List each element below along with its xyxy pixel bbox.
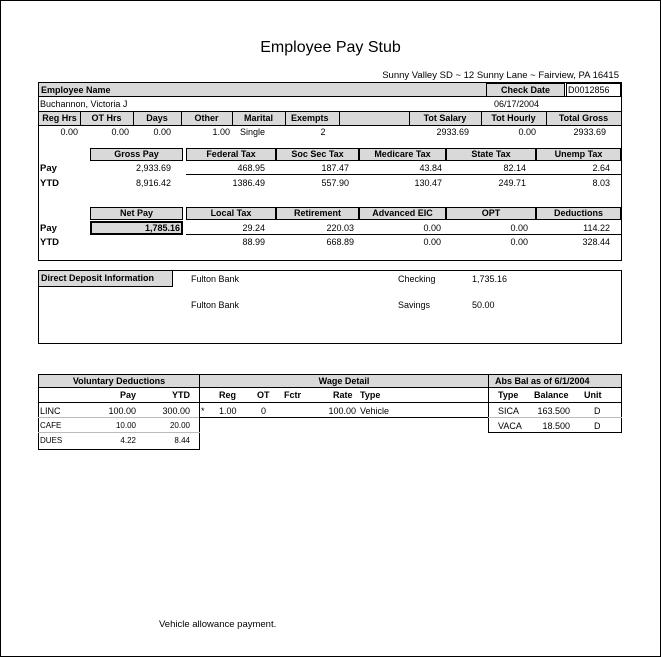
divider — [38, 402, 200, 403]
divider — [39, 96, 566, 97]
wage-type-header: Type — [360, 390, 381, 400]
abs-balance-2: 18.500 — [542, 421, 570, 431]
divider — [186, 174, 621, 175]
deductions-ytd: 328.44 — [582, 237, 610, 247]
medicare-tax-value: 43.84 — [419, 163, 442, 173]
reg-hrs-value: 0.00 — [60, 127, 78, 137]
marital-header: Marital — [243, 113, 273, 123]
retirement-header: Retirement — [276, 207, 359, 220]
vol-ytd-3: 8.44 — [174, 436, 190, 445]
wage-reg-value: 1.00 — [219, 406, 237, 416]
opt-ytd: 0.00 — [510, 237, 528, 247]
vol-pay-3: 4.22 — [120, 436, 136, 445]
state-tax-ytd: 249.71 — [498, 178, 526, 188]
abs-type-header: Type — [498, 390, 519, 400]
divider — [488, 417, 622, 418]
unemp-tax-value: 2.64 — [592, 163, 610, 173]
medicare-tax-ytd: 130.47 — [414, 178, 442, 188]
deposit-amount-1: 1,735.16 — [472, 274, 508, 284]
page-title: Employee Pay Stub — [260, 39, 401, 56]
tot-hourly-value: 0.00 — [518, 127, 536, 137]
district-address: Sunny Valley SD ~ 12 Sunny Lane ~ Fairview, PA 16415 — [382, 70, 619, 81]
deductions-header: Deductions — [536, 207, 621, 220]
gross-pay-value: 2,933.69 — [135, 163, 171, 173]
wage-type-value: Vehicle — [360, 406, 390, 416]
abs-balance-header: Balance — [534, 390, 569, 400]
vol-pay-2: 10.00 — [115, 421, 136, 430]
vol-name-1: LINC — [40, 406, 61, 416]
gross-pay-ytd: 8,916.42 — [135, 178, 171, 188]
wage-detail-title: Wage Detail — [199, 374, 489, 388]
vol-name-2: CAFE — [40, 421, 62, 430]
federal-tax-ytd: 1386.49 — [232, 178, 265, 188]
exempts-header: Exempts — [291, 113, 329, 123]
deposit-type-1: Checking — [398, 274, 436, 284]
abs-unit-header: Unit — [584, 390, 602, 400]
federal-tax-header: Federal Tax — [186, 148, 276, 161]
employee-name: Buchannon, Victoria J — [40, 99, 128, 109]
advanced-eic-value: 0.00 — [423, 223, 441, 233]
total-gross-value: 2933.69 — [573, 127, 606, 137]
medicare-tax-header: Medicare Tax — [359, 148, 446, 161]
ytd-label: YTD — [40, 178, 59, 189]
vol-name-3: DUES — [40, 436, 63, 445]
wage-rate-header: Rate — [333, 390, 353, 400]
state-tax-header: State Tax — [446, 148, 536, 161]
state-tax-value: 82.14 — [503, 163, 526, 173]
abs-unit-1: D — [594, 406, 601, 416]
net-pay-value: 1,785.16 — [144, 223, 180, 233]
deductions-value: 114.22 — [583, 223, 610, 233]
voluntary-deductions-title: Voluntary Deductions — [38, 374, 200, 388]
pay-label: Pay — [40, 163, 57, 174]
days-value: 0.00 — [153, 127, 171, 137]
advanced-eic-header: Advanced EIC — [359, 207, 446, 220]
net-pay-header: Net Pay — [90, 207, 183, 220]
ytd-label: YTD — [40, 237, 59, 248]
tot-salary-value: 2933.69 — [436, 127, 469, 137]
deposit-bank-2: Fulton Bank — [191, 300, 240, 310]
direct-deposit-label: Direct Deposit Information — [41, 273, 155, 283]
local-tax-value: 29.24 — [242, 223, 265, 233]
pay-label: Pay — [40, 223, 57, 234]
other-header: Other — [194, 113, 219, 123]
check-date: 06/17/2004 — [494, 99, 540, 109]
divider — [38, 417, 200, 418]
divider — [488, 402, 622, 403]
vol-pay-header: Pay — [119, 390, 136, 400]
unemp-tax-ytd: 8.03 — [592, 178, 610, 188]
divider — [186, 234, 621, 235]
deposit-bank-1: Fulton Bank — [191, 274, 240, 284]
divider — [38, 432, 200, 433]
deposit-amount-2: 50.00 — [472, 300, 495, 310]
vol-ytd-2: 20.00 — [169, 421, 190, 430]
abs-balance-1: 163.500 — [537, 406, 570, 416]
unemp-tax-header: Unemp Tax — [536, 148, 621, 161]
federal-tax-value: 468.95 — [237, 163, 265, 173]
abs-unit-2: D — [594, 421, 601, 431]
local-tax-header: Local Tax — [186, 207, 276, 220]
retirement-ytd: 668.89 — [326, 237, 354, 247]
wage-reg-header: Reg — [219, 390, 237, 400]
pay-message: Vehicle allowance payment. — [159, 619, 277, 630]
employee-name-label: Employee Name — [41, 85, 111, 95]
wage-fctr-header: Fctr — [284, 390, 302, 400]
divider — [339, 111, 340, 125]
ot-hrs-value: 0.00 — [111, 127, 129, 137]
opt-value: 0.00 — [510, 223, 528, 233]
divider — [199, 402, 489, 403]
wage-row-mark: * — [201, 406, 205, 416]
local-tax-ytd: 88.99 — [242, 237, 265, 247]
tot-salary-header: Tot Salary — [423, 113, 467, 123]
soc-sec-tax-ytd: 557.90 — [321, 178, 349, 188]
check-date-label: Check Date — [486, 83, 565, 97]
tot-hourly-header: Tot Hourly — [491, 113, 536, 123]
soc-sec-tax-header: Soc Sec Tax — [276, 148, 359, 161]
advanced-eic-ytd: 0.00 — [423, 237, 441, 247]
vol-pay-1: 100.00 — [108, 406, 136, 416]
wage-ot-header: OT — [257, 390, 270, 400]
divider — [285, 111, 286, 125]
marital-value: Single — [240, 127, 266, 137]
wage-ot-value: 0 — [261, 406, 267, 416]
deposit-type-2: Savings — [398, 300, 431, 310]
abs-type-1: SICA — [498, 406, 520, 416]
ot-hrs-header: OT Hrs — [91, 113, 122, 123]
exempts-value: 2 — [320, 127, 326, 137]
gross-pay-header: Gross Pay — [90, 148, 183, 161]
vol-ytd-1: 300.00 — [162, 406, 190, 416]
reg-hrs-header: Reg Hrs — [42, 113, 77, 123]
other-value: 1.00 — [212, 127, 230, 137]
soc-sec-tax-value: 187.47 — [321, 163, 349, 173]
total-gross-header: Total Gross — [558, 113, 609, 123]
abs-type-2: VACA — [498, 421, 522, 431]
wage-rate-value: 100.00 — [328, 406, 356, 416]
days-header: Days — [146, 113, 168, 123]
check-number: D0012856 — [568, 85, 610, 95]
abs-bal-title: Abs Bal as of 6/1/2004 — [495, 376, 590, 386]
opt-header: OPT — [446, 207, 536, 220]
vol-ytd-header: YTD — [172, 390, 190, 400]
retirement-value: 220.03 — [326, 223, 354, 233]
